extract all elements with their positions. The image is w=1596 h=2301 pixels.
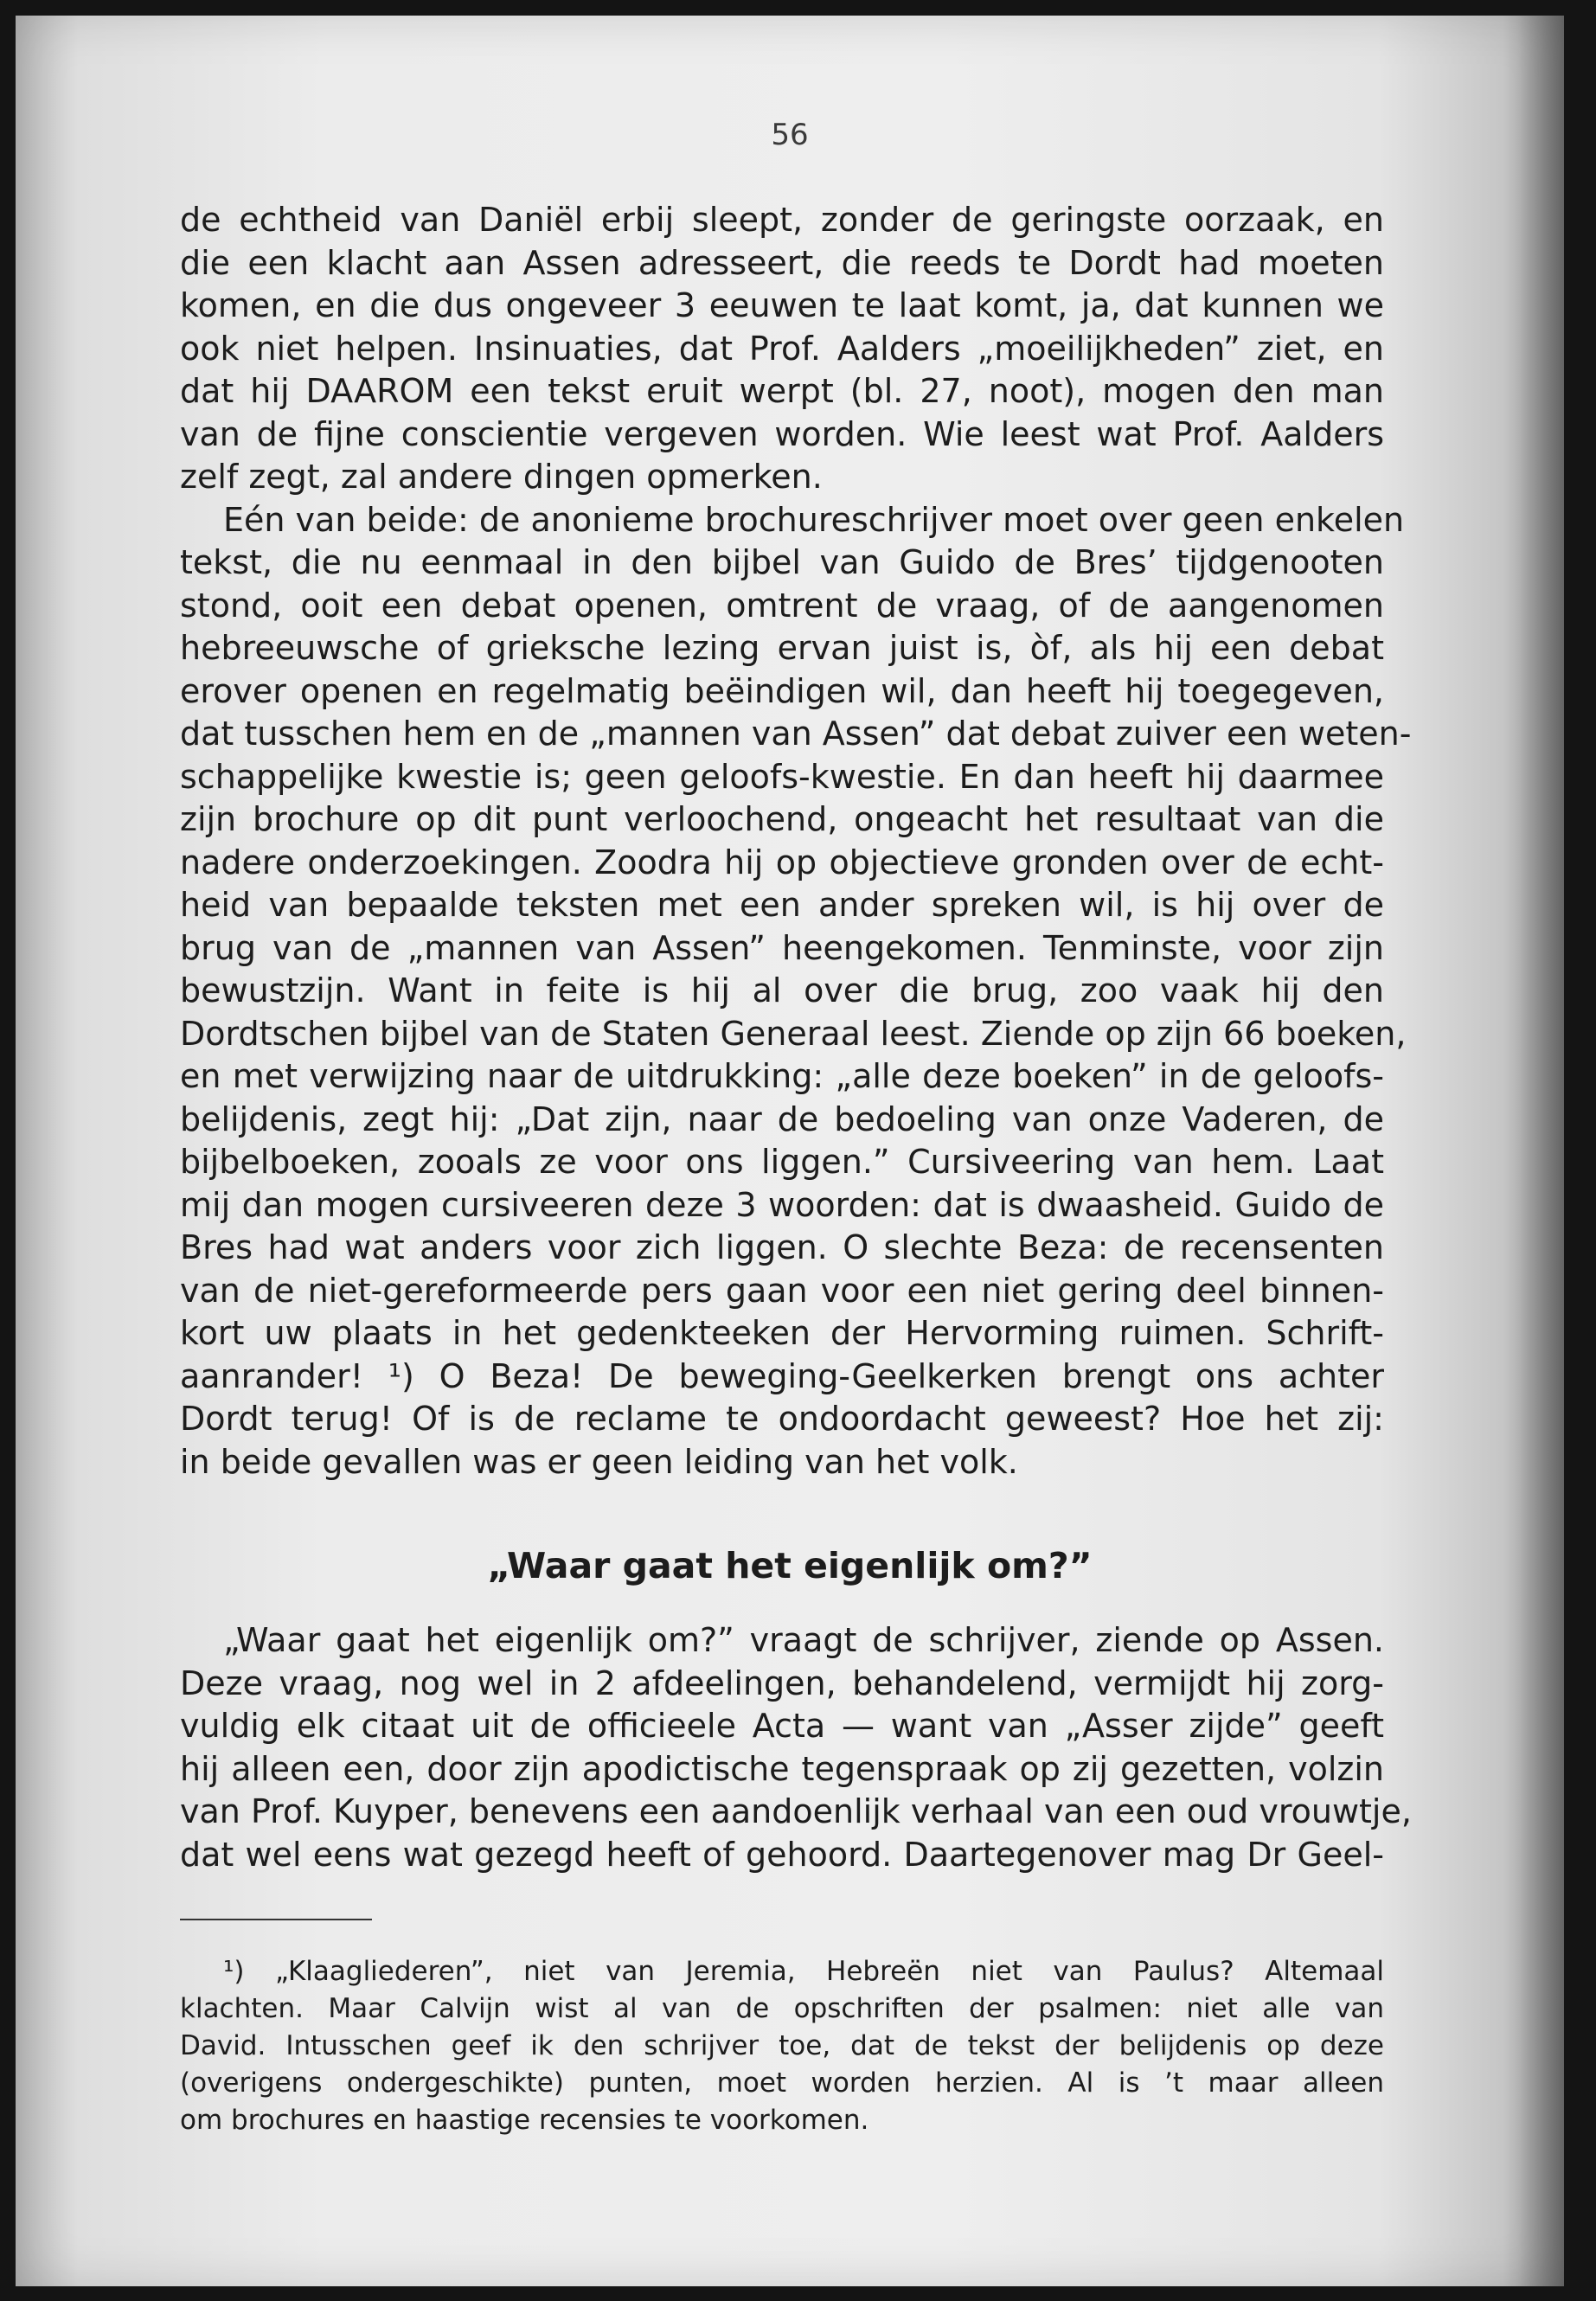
text-line: brug van de „mannen van Assen” heengekomen. Tenminste, voor zijn (180, 928, 1384, 967)
text-line: tekst, die nu eenmaal in den bijbel van Guido de Bres’ tijdgenooten (180, 543, 1384, 581)
page-number: 56 (771, 118, 809, 152)
footnote (180, 1953, 1384, 2139)
text-line: schappelijke kwestie is; geen geloofs-kwestie. En dan heeft hij daarmee (180, 757, 1384, 796)
text-line: bijbelboeken, zooals ze voor ons liggen.” Cursiveering van hem. Laat (180, 1143, 1384, 1181)
text-line: hij alleen een, door zijn apodictische tegenspraak op zij gezetten, volzin (180, 1749, 1384, 1788)
text-line: Dordtschen bijbel van de Staten Generaal leest. Ziende op zijn 66 boeken, (180, 1014, 1407, 1053)
text-line: belijdenis, zegt hij: „Dat zijn, naar de bedoeling van onze Vaderen, de (180, 1099, 1384, 1138)
page-edge-shadow (1503, 16, 1564, 2286)
text-line: Deze vraag, nog wel in 2 afdeelingen, behandelend, vermijdt hij zorg- (180, 1663, 1384, 1702)
body-text-section-2 (180, 1619, 1412, 1876)
text-line: in beide gevallen was er geen leiding van het volk. (180, 1442, 1018, 1481)
text-line: erover openen en regelmatig beëindigen wil, dan heeft hij toegegeven, (180, 671, 1384, 710)
text-line: komen, en die dus ongeveer 3 eeuwen te laat komt, ja, dat kunnen we (180, 286, 1384, 324)
footnote-line: om brochures en haastige recensies te voorkomen. (180, 2105, 869, 2136)
text-line: zelf zegt, zal andere dingen opmerken. (180, 458, 823, 496)
text-line: Dordt terug! Of is de reclame te ondoordacht geweest? Hoe het zij: (180, 1400, 1384, 1438)
text-line: hebreeuwsche of grieksche lezing ervan juist is, òf, als hij een debat (180, 629, 1384, 667)
footnote-line: ¹) „Klaagliederen”, niet van Jeremia, Hebreën niet van Paulus? Altemaal (223, 1956, 1384, 1987)
text-line: Bres had wat anders voor zich liggen. O slechte Beza: de recensenten (180, 1228, 1384, 1266)
text-line: ook niet helpen. Insinuaties, dat Prof. Aalders „moeilijkheden” ziet, en (180, 329, 1384, 368)
text-line: dat hij DAAROM een tekst eruit werpt (bl. 27, noot), mogen den man (180, 372, 1384, 410)
text-line: zijn brochure op dit punt verloochend, ongeacht het resultaat van die (180, 800, 1384, 838)
text-line: dat wel eens wat gezegd heeft of gehoord. Daartegenover mag Dr Geel- (180, 1835, 1384, 1874)
footnote-divider (180, 1919, 372, 1920)
footnote-line: klachten. Maar Calvijn wist al van de opschriften der psalmen: niet alle van (180, 1993, 1384, 2024)
text-line: bewustzijn. Want in feite is hij al over die brug, zoo vaak hij den (180, 971, 1384, 1009)
text-line: van de fijne conscientie vergeven worden. Wie leest wat Prof. Aalders (180, 414, 1384, 453)
text-line: nadere onderzoekingen. Zoodra hij op objectieve gronden over de echt- (180, 843, 1384, 881)
text-line: stond, ooit een debat openen, omtrent de vraag, of de aangenomen (180, 586, 1384, 625)
text-line: mij dan mogen cursiveeren deze 3 woorden: dat is dwaasheid. Guido de (180, 1185, 1384, 1224)
text-line: heid van bepaalde teksten met een ander spreken wil, is hij over de (180, 886, 1384, 924)
text-line: en met verwijzing naar de uitdrukking: „alle deze boeken” in de geloofs- (180, 1057, 1384, 1095)
footnote-line: (overigens ondergeschikte) punten, moet worden herzien. Al is ’t maar alleen (180, 2067, 1384, 2099)
text-line: Eén van beide: de anonieme brochureschrijver moet over geen enkelen (223, 500, 1405, 539)
text-line: die een klacht aan Assen adresseert, die reeds te Dordt had moeten (180, 243, 1384, 282)
body-text-section-1 (180, 199, 1412, 1484)
footnote-line: David. Intusschen geef ik den schrijver toe, dat de tekst der belijdenis op deze (180, 2030, 1384, 2061)
text-line: de echtheid van Daniël erbij sleept, zonder de geringste oorzaak, en (180, 201, 1384, 239)
text-line: van Prof. Kuyper, benevens een aandoenlijk verhaal van een oud vrouwtje, (180, 1792, 1412, 1830)
text-line: kort uw plaats in het gedenkteeken der Hervorming ruimen. Schrift- (180, 1314, 1384, 1352)
section-heading: „Waar gaat het eigenlijk om?” (487, 1545, 1093, 1586)
text-line: „Waar gaat het eigenlijk om?” vraagt de schrijver, ziende op Assen. (223, 1621, 1384, 1659)
text-line: van de niet-gereformeerde pers gaan voor een niet gering deel binnen- (180, 1271, 1384, 1310)
text-line: vuldig elk citaat uit de officieele Acta — want van „Asser zijde” geeft (180, 1707, 1384, 1745)
text-line: dat tusschen hem en de „mannen van Assen” dat debat zuiver een weten- (180, 715, 1412, 753)
book-page (16, 16, 1564, 2286)
text-line: aanrander! ¹) O Beza! De beweging-Geelkerken brengt ons achter (180, 1356, 1384, 1395)
